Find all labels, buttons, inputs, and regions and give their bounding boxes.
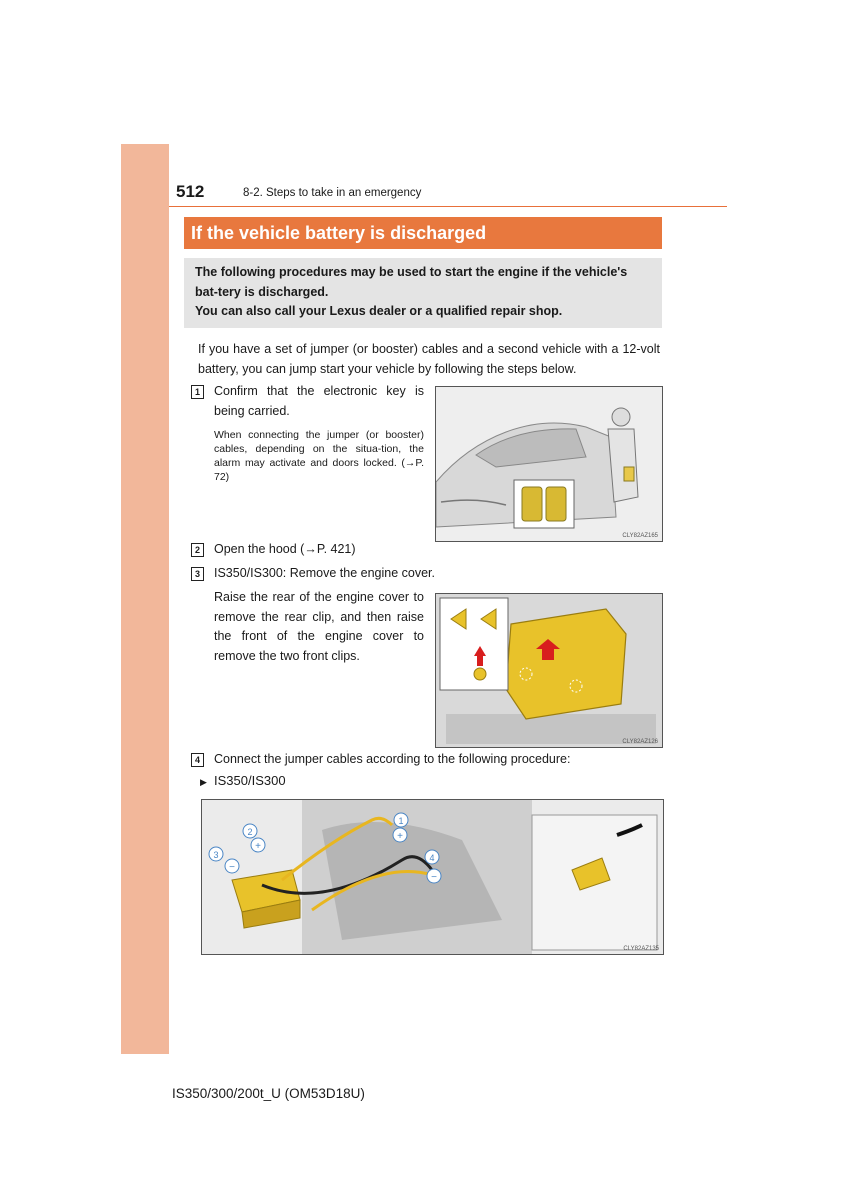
terminal-label-2: 2 — [247, 827, 253, 837]
plus-sign-battery: + — [255, 841, 261, 852]
figure-code: CLY82AZ135 — [623, 946, 659, 952]
step-number-1: 1 — [191, 385, 204, 399]
car-illustration — [436, 387, 662, 541]
intro-box — [184, 258, 662, 328]
figure-jumper-cables — [201, 799, 664, 955]
figure-engine-cover — [435, 593, 663, 748]
step-number-3: 3 — [191, 567, 204, 581]
page-number: 512 — [176, 182, 205, 201]
step-4-text: Connect the jumper cables according to the following procedure: — [214, 752, 571, 766]
jumper-cable-illustration — [202, 800, 663, 954]
step-number-4: 4 — [191, 753, 204, 767]
minus-sign-vehicle: − — [431, 872, 437, 883]
body-paragraph: If you have a set of jumper (or booster) cables and a second vehicle with a 12-volt battery, you can jump start your vehicle by following the steps below. — [198, 342, 660, 376]
terminal-label-3: 3 — [213, 850, 219, 860]
step-3-text: IS350/IS300: Remove the engine cover. — [214, 566, 435, 580]
header-rule — [169, 206, 727, 207]
step-2-text: Open the hood (→P. 421) — [214, 542, 356, 556]
intro-line-1: The following procedures may be used to start the engine if the vehicle's bat-tery is discharged. — [195, 265, 628, 299]
step-1-text: Confirm that the electronic key is being carried. — [214, 384, 424, 418]
minus-sign-battery: − — [229, 862, 235, 873]
engine-cover-illustration — [436, 594, 662, 747]
side-tab-band — [121, 144, 169, 1054]
step-1-note: When connecting the jumper (or booster) cables, depending on the situa-tion, the alarm may activate and doors locked. (→P. 72) — [214, 429, 424, 483]
terminal-label-4: 4 — [429, 853, 435, 863]
figure-key-carried — [435, 386, 663, 542]
figure-code: CLY82AZ126 — [622, 739, 658, 745]
step-3-detail: Raise the rear of the engine cover to remove the rear clip, and then raise the front of the engine cover to remove the two front clips. — [214, 590, 424, 663]
step-number-2: 2 — [191, 543, 204, 557]
terminal-label-1: 1 — [398, 816, 404, 826]
figure-code: CLY82AZ165 — [622, 533, 658, 539]
step-4-sub-label: IS350/IS300 — [214, 773, 286, 788]
plus-sign-vehicle: + — [397, 831, 403, 842]
intro-line-2: You can also call your Lexus dealer or a qualified repair shop. — [195, 304, 563, 318]
page-title: If the vehicle battery is discharged — [184, 217, 662, 249]
section-title: 8-2. Steps to take in an emergency — [243, 187, 422, 199]
footer-model-code: IS350/300/200t_U (OM53D18U) — [172, 1086, 365, 1101]
triangle-bullet-icon: ▶ — [200, 777, 207, 787]
